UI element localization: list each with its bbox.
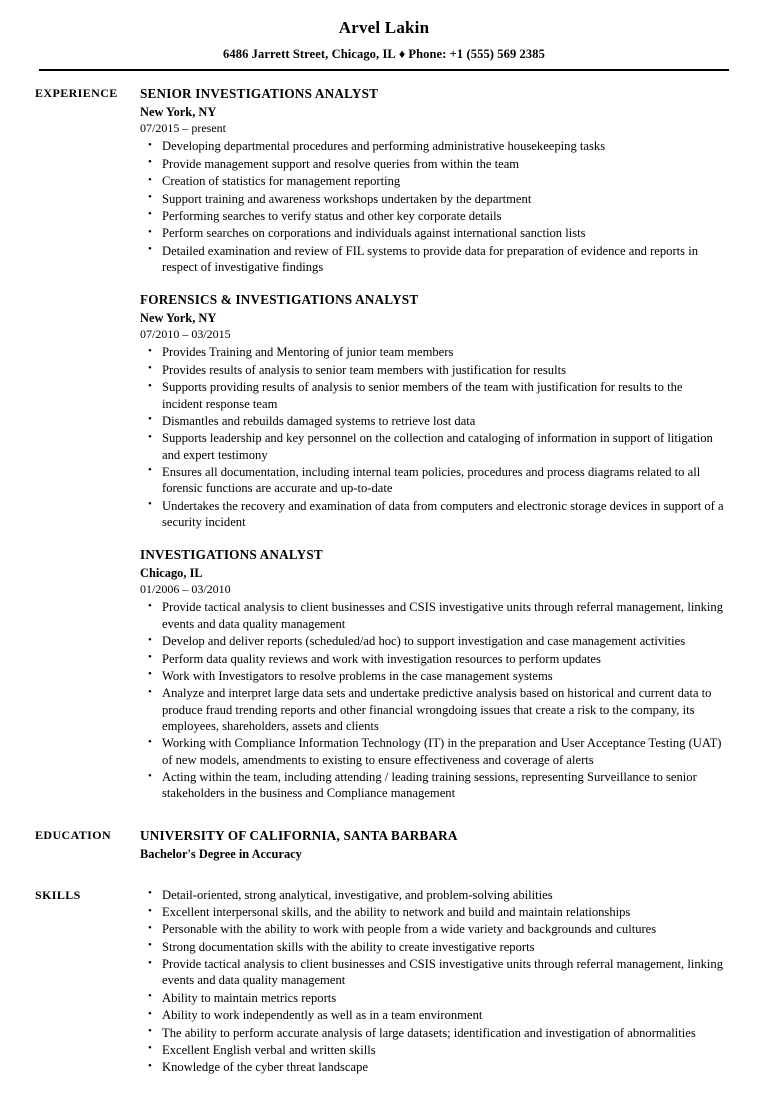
job-bullet: • Dismantles and rebuilds damaged systems to retrieve lost data (140, 413, 726, 429)
education-school: UNIVERSITY OF CALIFORNIA, SANTA BARBARA (140, 827, 458, 843)
education-entry (140, 827, 726, 863)
skills-entries (140, 887, 726, 1077)
diamond-separator-icon: ♦ (398, 47, 406, 62)
skills-section (0, 887, 768, 1077)
skill-bullet: • Personable with the ability to work with people from a wide variety and backgrounds and cultures (140, 921, 726, 937)
job-bullet: • Undertakes the recovery and examination of data from computers and electronic storage devices in support of a security incident (140, 498, 726, 531)
education-section-label: EDUCATION (35, 827, 112, 842)
skills-section-label: SKILLS (35, 887, 81, 902)
skills-bullet-list (140, 887, 726, 1076)
job-bullet: • Provides results of analysis to senior team members with justification for results (140, 362, 726, 378)
job-bullet-list (140, 599, 726, 801)
education-degree: Bachelor's Degree in Accuracy (140, 846, 302, 861)
job-bullet: • Detailed examination and review of FIL systems to provide data for preparation of evidence and reports in respect of investigative findings (140, 243, 726, 276)
job-bullet: • Supports leadership and key personnel on the collection and cataloging of information in support of litigation and expert testimony (140, 430, 726, 463)
job-bullet-list (140, 138, 726, 275)
job-title: FORENSICS & INVESTIGATIONS ANALYST (140, 292, 419, 308)
job-bullet: • Supports providing results of analysis to senior members of the team with justification for results to the incident response team (140, 379, 726, 412)
header-divider (39, 69, 729, 71)
job-dates: 07/2010 – 03/2015 (140, 327, 231, 342)
skill-bullet: • Knowledge of the cyber threat landscape (140, 1059, 726, 1075)
skill-bullet: • Strong documentation skills with the ability to create investigative reports (140, 939, 726, 955)
experience-section-label: EXPERIENCE (35, 86, 118, 101)
skill-bullet: • Provide tactical analysis to client businesses and CSIS investigative units through referral management, linking events and data quality management (140, 956, 726, 989)
job-bullet: • Provides Training and Mentoring of junior team members (140, 344, 726, 360)
job-bullet-list (140, 344, 726, 530)
job-title: INVESTIGATIONS ANALYST (140, 547, 323, 563)
contact-line (0, 47, 768, 62)
experience-entry (140, 291, 726, 530)
experience-entries (140, 85, 726, 802)
job-bullet: • Perform data quality reviews and work with investigation resources to perform updates (140, 651, 726, 667)
job-bullet: • Provide management support and resolve queries from within the team (140, 156, 726, 172)
skill-bullet: • The ability to perform accurate analysis of large datasets; identification and investigation of abnormalities (140, 1025, 726, 1041)
experience-entry (140, 85, 726, 275)
job-bullet: • Analyze and interpret large data sets and undertake predictive analysis based on historical and current data to produce fraud trending reports and other financial wrongdoing issues that create a risk to the company, its employees, shareholders, assets and clients (140, 685, 726, 734)
job-location: New York, NY (140, 310, 217, 325)
job-title: SENIOR INVESTIGATIONS ANALYST (140, 86, 379, 102)
skill-bullet: • Excellent interpersonal skills, and the ability to network and build and maintain relationships (140, 904, 726, 920)
job-bullet: • Provide tactical analysis to client businesses and CSIS investigative units through referral management, linking events and data quality management (140, 599, 726, 632)
job-bullet: • Performing searches to verify status and other key corporate details (140, 208, 726, 224)
job-bullet: • Work with Investigators to resolve problems in the case management systems (140, 668, 726, 684)
job-bullet: • Developing departmental procedures and performing administrative housekeeping tasks (140, 138, 726, 154)
job-dates: 01/2006 – 03/2010 (140, 582, 231, 597)
job-dates: 07/2015 – present (140, 121, 226, 136)
job-bullet: • Ensures all documentation, including internal team policies, procedures and process diagrams related to all forensic functions are accurate and up-to-date (140, 464, 726, 497)
contact-phone: Phone: +1 (555) 569 2385 (408, 47, 545, 62)
contact-address: 6486 Jarrett Street, Chicago, IL (223, 47, 396, 62)
candidate-name: Arvel Lakin (338, 18, 430, 37)
job-bullet: • Creation of statistics for management reporting (140, 173, 726, 189)
experience-entry (140, 546, 726, 801)
experience-section (0, 85, 768, 802)
job-bullet: • Perform searches on corporations and individuals against international sanction lists (140, 225, 726, 241)
job-location: New York, NY (140, 104, 217, 119)
resume-header (0, 0, 768, 71)
job-bullet: • Develop and deliver reports (scheduled/ad hoc) to support investigation and case management activities (140, 633, 726, 649)
job-bullet: • Acting within the team, including attending / leading training sessions, representing Surveillance to senior stakeholders in the business and Compliance management (140, 769, 726, 802)
job-bullet: • Working with Compliance Information Technology (IT) in the preparation and User Acceptance Testing (UAT) of new models, amendments to existing to ensure effectiveness and coverage of alerts (140, 735, 726, 768)
job-bullet: • Support training and awareness workshops undertaken by the department (140, 191, 726, 207)
skill-bullet: • Ability to maintain metrics reports (140, 990, 726, 1006)
skill-bullet: • Ability to work independently as well as in a team environment (140, 1007, 726, 1023)
skill-bullet: • Detail-oriented, strong analytical, investigative, and problem-solving abilities (140, 887, 726, 903)
skill-bullet: • Excellent English verbal and written skills (140, 1042, 726, 1058)
job-location: Chicago, IL (140, 565, 203, 580)
education-section (0, 827, 768, 863)
